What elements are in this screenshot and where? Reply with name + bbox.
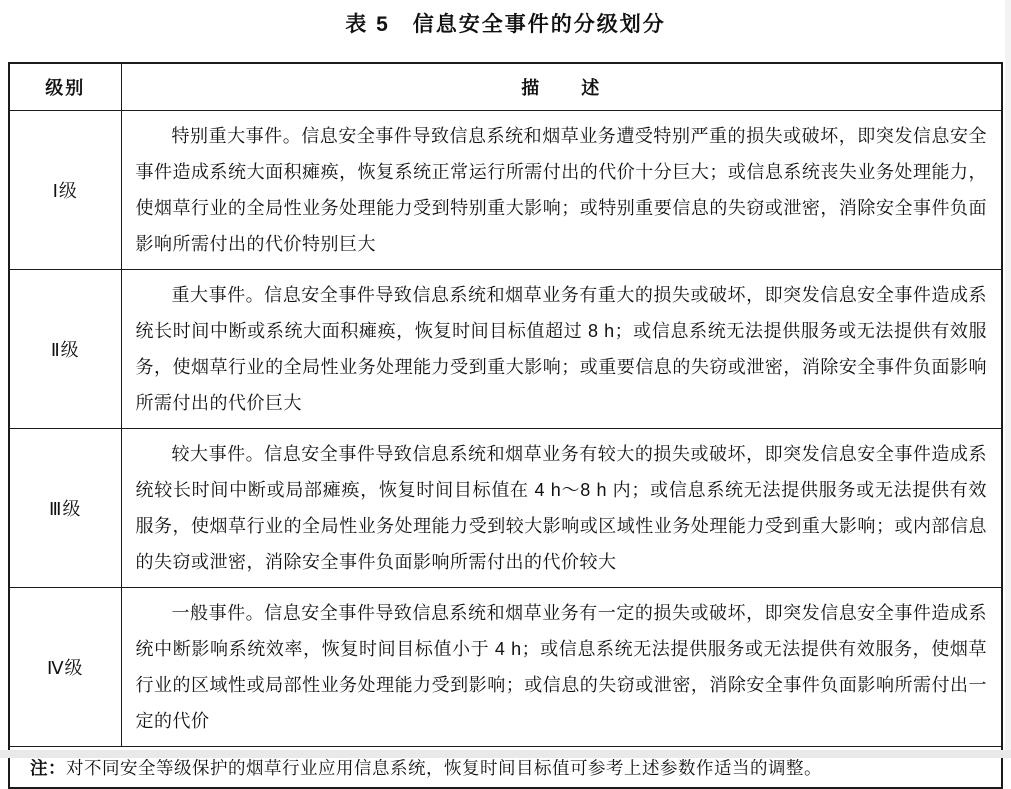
level-cell-3: Ⅲ级 xyxy=(9,429,121,588)
description-text: 较大事件。信息安全事件导致信息系统和烟草业务有较大的损失或破坏，即突发信息安全事件造成系统较长时间中断或局部瘫痪，恢复时间目标值在 4 h～8 h 内；或信息系统无法提供服务或无法提供有效服务，使烟草行业的全局性业务处理能力受到较大影响或区域性业务处理能力受到重大影响；或内部信息的失窃或泄密，消除安全事件负面影响所需付出的代价较大 xyxy=(135,444,987,572)
description-text: 重大事件。信息安全事件导致信息系统和烟草业务有重大的损失或破坏，即突发信息安全事件造成系统长时间中断或系统大面积瘫痪，恢复时间目标值超过 8 h；或信息系统无法提供服务或无法提供有效服务，使烟草行业的全局性业务处理能力受到重大影响；或重要信息的失窃或泄密，消除安全事件负面影响所需付出的代价巨大 xyxy=(135,285,987,413)
scan-edge-artifact xyxy=(1005,0,1011,758)
incident-classification-table xyxy=(8,62,1003,789)
scan-edge-artifact xyxy=(0,750,1011,758)
description-cell-2 xyxy=(121,270,1002,429)
table-row xyxy=(9,270,1002,429)
description-cell-4 xyxy=(121,588,1002,747)
table-row xyxy=(9,588,1002,747)
header-row xyxy=(9,63,1002,111)
description-text: 一般事件。信息安全事件导致信息系统和烟草业务有一定的损失或破坏，即突发信息安全事件造成系统中断影响系统效率，恢复时间目标值小于 4 h；或信息系统无法提供服务或无法提供有效服务，使烟草行业的区域性或局部性业务处理能力受到影响；或信息的失窃或泄密，消除安全事件负面影响所需付出一定的代价 xyxy=(135,603,987,731)
level-cell-1: Ⅰ级 xyxy=(9,111,121,270)
table-title: 表 5 信息安全事件的分级划分 xyxy=(345,13,666,36)
table-row xyxy=(9,111,1002,270)
description-cell-1 xyxy=(121,111,1002,270)
table-row xyxy=(9,429,1002,588)
note-label: 注： xyxy=(30,757,66,778)
column-header-level: 级别 xyxy=(9,63,121,111)
column-header-description: 描 述 xyxy=(121,63,1002,111)
level-cell-4: Ⅳ级 xyxy=(9,588,121,747)
description-text: 特别重大事件。信息安全事件导致信息系统和烟草业务遭受特别严重的损失或破坏，即突发信息安全事件造成系统大面积瘫痪，恢复系统正常运行所需付出的代价十分巨大；或信息系统丧失业务处理能力，使烟草行业的全局性业务处理能力受到特别重大影响；或特别重要信息的失窃或泄密，消除安全事件负面影响所需付出的代价特别巨大 xyxy=(135,126,987,254)
note-text: 对不同安全等级保护的烟草行业应用信息系统，恢复时间目标值可参考上述参数作适当的调整。 xyxy=(66,757,822,778)
description-cell-3 xyxy=(121,429,1002,588)
level-cell-2: Ⅱ级 xyxy=(9,270,121,429)
